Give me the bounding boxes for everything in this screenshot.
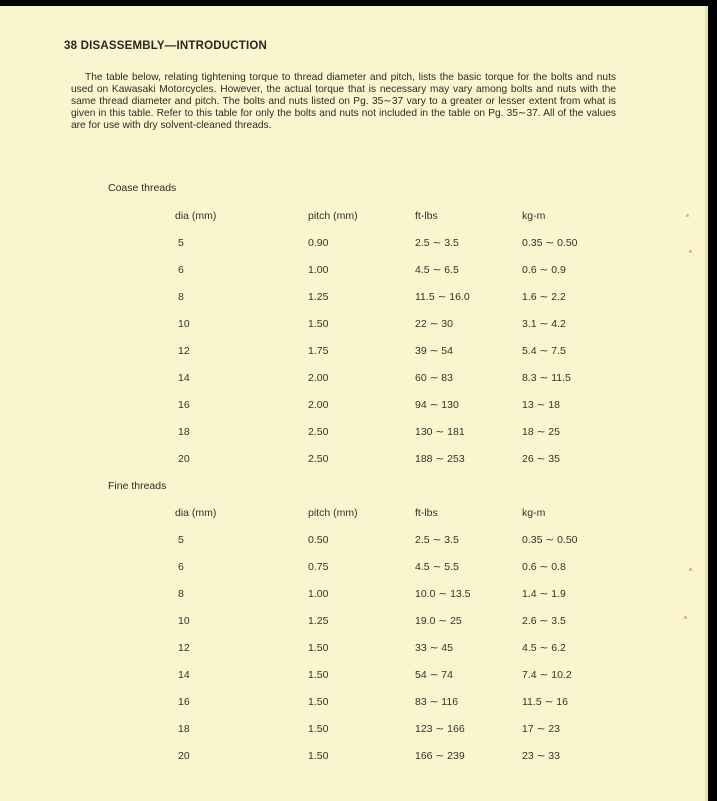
paper-speck (689, 250, 692, 253)
ft-lbs-cell: 94 ∼ 130 (415, 398, 459, 411)
table-header-row (140, 500, 612, 526)
ft-lbs-cell: 39 ∼ 54 (415, 344, 453, 357)
pitch-cell: 1.50 (308, 749, 329, 762)
pitch-header: pitch (mm) (308, 507, 358, 519)
kg-m-cell: 3.1 ∼ 4.2 (522, 317, 566, 330)
ft-lbs-cell: 4.5 ∼ 6.5 (415, 263, 459, 276)
kg-m-cell: 0.35 ∼ 0.50 (522, 533, 578, 546)
pitch-cell: 2.50 (308, 452, 329, 465)
kg-m-cell: 26 ∼ 35 (522, 452, 560, 465)
kg-m-cell: 17 ∼ 23 (522, 722, 560, 735)
dia-cell: 20 (178, 749, 190, 762)
page-edge (705, 6, 708, 801)
table-row (140, 580, 612, 607)
table-row (140, 256, 612, 283)
pitch-cell: 1.50 (308, 317, 329, 330)
ft-lbs-cell: 33 ∼ 45 (415, 641, 453, 654)
coarse-table-body (140, 229, 612, 472)
pitch-cell: 2.00 (308, 398, 329, 411)
pitch-cell: 1.50 (308, 722, 329, 735)
kg-m-cell: 13 ∼ 18 (522, 398, 560, 411)
pitch-cell: 1.00 (308, 587, 329, 600)
pitch-cell: 0.90 (308, 236, 329, 249)
table-row (140, 742, 612, 769)
ft-lbs-cell: 123 ∼ 166 (415, 722, 465, 735)
pitch-cell: 1.00 (308, 263, 329, 276)
dia-cell: 10 (178, 614, 190, 627)
paper-speck (684, 616, 687, 619)
dia-cell: 14 (178, 668, 190, 681)
kg-m-cell: 7.4 ∼ 10.2 (522, 668, 572, 681)
dia-cell: 14 (178, 371, 190, 384)
table-row (140, 715, 612, 742)
table-row (140, 229, 612, 256)
ft-lbs-cell: 130 ∼ 181 (415, 425, 465, 438)
dia-cell: 8 (178, 587, 184, 600)
pitch-cell: 0.50 (308, 533, 329, 546)
table-row (140, 391, 612, 418)
ft-lbs-cell: 60 ∼ 83 (415, 371, 453, 384)
kg-m-cell: 0.35 ∼ 0.50 (522, 236, 578, 249)
kg-m-cell: 5.4 ∼ 7.5 (522, 344, 566, 357)
pitch-cell: 1.50 (308, 695, 329, 708)
pitch-cell: 1.50 (308, 641, 329, 654)
kg-m-cell: 23 ∼ 33 (522, 749, 560, 762)
table-row (140, 526, 612, 553)
pitch-cell: 1.25 (308, 290, 329, 303)
paper-speck (686, 214, 689, 217)
ft-lbs-cell: 83 ∼ 116 (415, 695, 459, 708)
dia-cell: 16 (178, 398, 190, 411)
dia-cell: 18 (178, 425, 190, 438)
ft-lbs-cell: 22 ∼ 30 (415, 317, 453, 330)
ft-lbs-cell: 10.0 ∼ 13.5 (415, 587, 471, 600)
table-row (140, 688, 612, 715)
table-row (140, 337, 612, 364)
ft-lbs-cell: 11.5 ∼ 16.0 (415, 290, 470, 303)
dia-cell: 16 (178, 695, 190, 708)
document-page (0, 6, 706, 801)
table-row (140, 310, 612, 337)
table-row (140, 661, 612, 688)
coarse-threads-label: Coase threads (108, 182, 177, 194)
dia-header: dia (mm) (175, 210, 217, 222)
dia-header: dia (mm) (175, 507, 217, 519)
kg-m-cell: 18 ∼ 25 (522, 425, 560, 438)
kg-m-cell: 11.5 ∼ 16 (522, 695, 568, 708)
pitch-cell: 1.50 (308, 668, 329, 681)
ft-lbs-cell: 2.5 ∼ 3.5 (415, 533, 459, 546)
kg-m-header: kg-m (522, 507, 546, 519)
dia-cell: 12 (178, 641, 190, 654)
dia-cell: 10 (178, 317, 190, 330)
table-row (140, 418, 612, 445)
ft-lbs-header: ft-lbs (415, 210, 438, 222)
ft-lbs-cell: 2.5 ∼ 3.5 (415, 236, 459, 249)
table-row (140, 607, 612, 634)
ft-lbs-cell: 54 ∼ 74 (415, 668, 453, 681)
dia-cell: 8 (178, 290, 184, 303)
table-row (140, 634, 612, 661)
table-header-row (140, 203, 612, 229)
pitch-cell: 2.50 (308, 425, 329, 438)
table-row (140, 364, 612, 391)
table-row (140, 445, 612, 472)
pitch-cell: 0.75 (308, 560, 329, 573)
pitch-cell: 2.00 (308, 371, 329, 384)
kg-m-cell: 2.6 ∼ 3.5 (522, 614, 566, 627)
kg-m-header: kg-m (522, 210, 546, 222)
ft-lbs-cell: 166 ∼ 239 (415, 749, 465, 762)
pitch-header: pitch (mm) (308, 210, 358, 222)
paper-speck (689, 568, 692, 571)
kg-m-cell: 1.4 ∼ 1.9 (522, 587, 566, 600)
fine-threads-label: Fine threads (108, 480, 167, 492)
dia-cell: 5 (178, 533, 184, 546)
kg-m-cell: 8.3 ∼ 11.5 (522, 371, 571, 384)
dia-cell: 20 (178, 452, 190, 465)
table-row (140, 553, 612, 580)
dia-cell: 12 (178, 344, 190, 357)
ft-lbs-cell: 188 ∼ 253 (415, 452, 465, 465)
fine-table-body (140, 526, 612, 769)
dia-cell: 6 (178, 560, 184, 573)
kg-m-cell: 0.6 ∼ 0.8 (522, 560, 566, 573)
ft-lbs-cell: 19.0 ∼ 25 (415, 614, 462, 627)
pitch-cell: 1.25 (308, 614, 329, 627)
page-header: 38 DISASSEMBLY—INTRODUCTION (64, 40, 268, 52)
ft-lbs-header: ft-lbs (415, 507, 438, 519)
coarse-threads-table (140, 203, 612, 472)
kg-m-cell: 0.6 ∼ 0.9 (522, 263, 566, 276)
dia-cell: 6 (178, 263, 184, 276)
kg-m-cell: 1.6 ∼ 2.2 (522, 290, 566, 303)
table-row (140, 283, 612, 310)
dia-cell: 5 (178, 236, 184, 249)
ft-lbs-cell: 4.5 ∼ 5.5 (415, 560, 459, 573)
intro-paragraph: The table below, relating tightening torque to thread diameter and pitch, lists the basic torque for the bolts and nuts used on Kawasaki Motorcycles. However, the actual torque that is necessary may vary among bolts and nuts with the same thread diameter and pitch. The bolts and nuts listed on Pg. 35∼37 vary to a greater or lesser extent from what is given in this table. Refer to this table for only the bolts and nuts not included in the table on Pg. 35∼37. All of the values are for use with dry solvent-cleaned threads. (71, 72, 616, 131)
fine-threads-table (140, 500, 612, 769)
kg-m-cell: 4.5 ∼ 6.2 (522, 641, 566, 654)
dia-cell: 18 (178, 722, 190, 735)
pitch-cell: 1.75 (308, 344, 329, 357)
